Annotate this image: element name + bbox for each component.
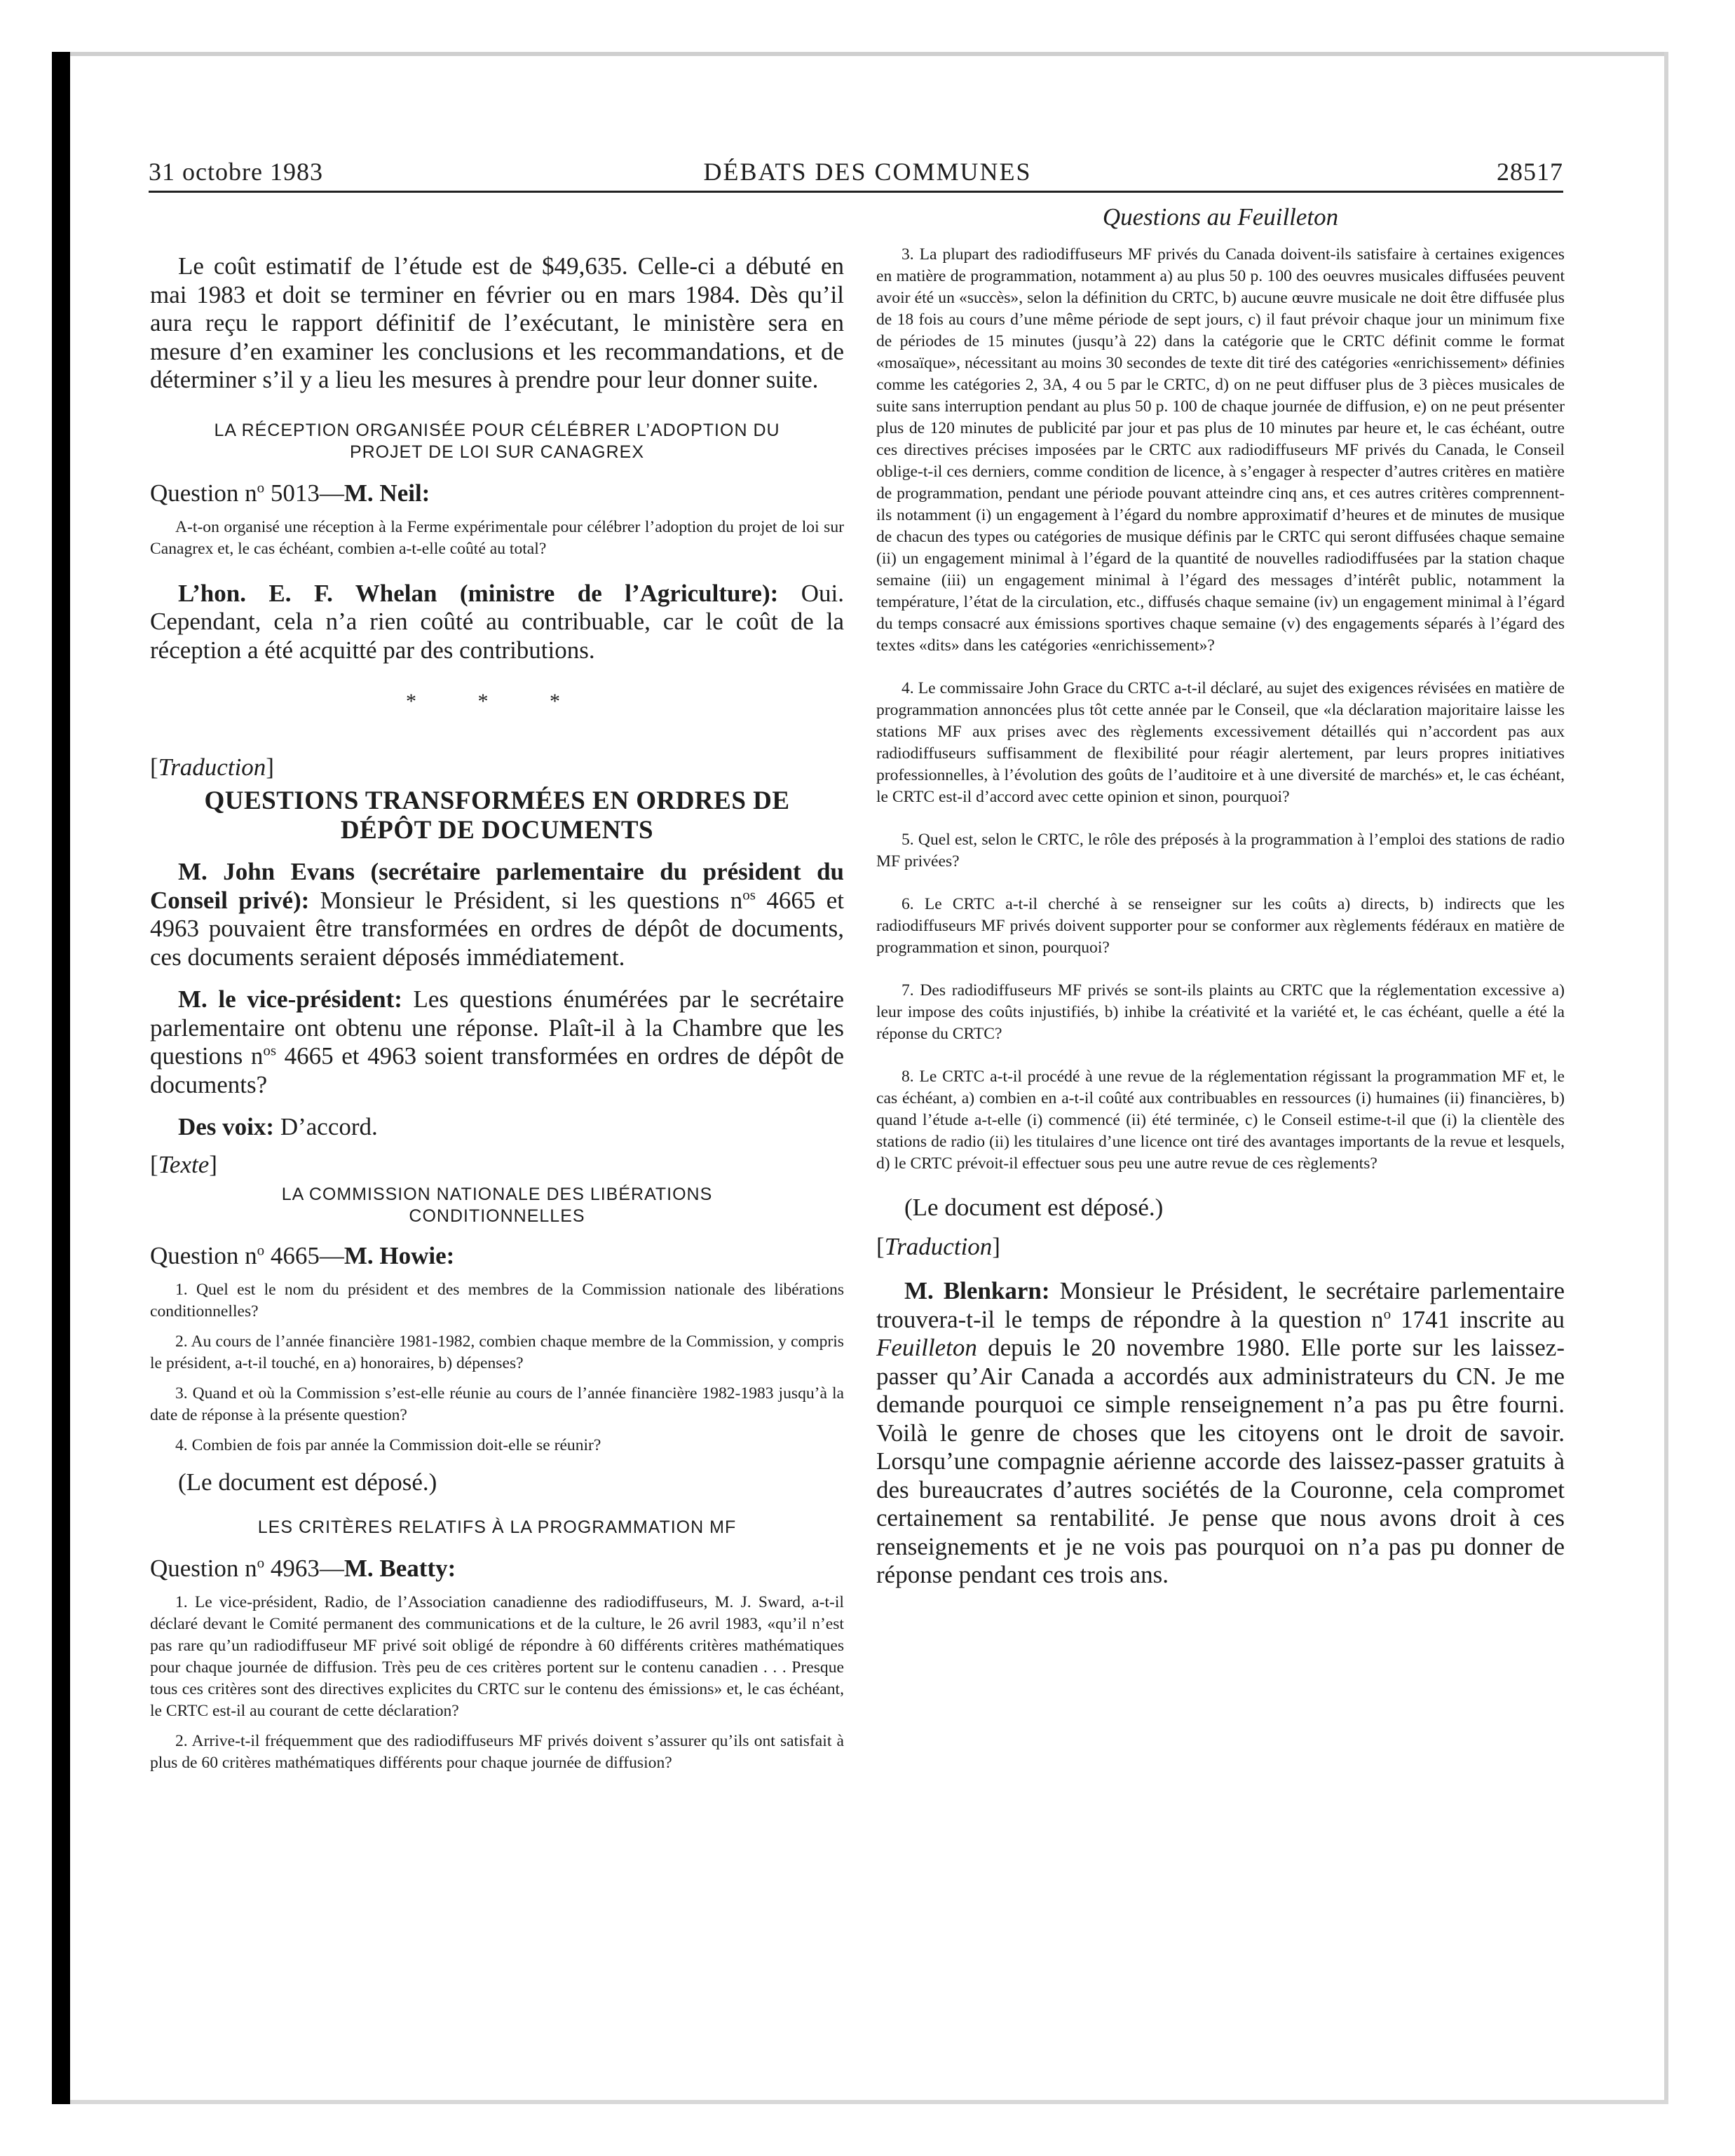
superscript: o	[257, 1241, 265, 1258]
superscript: os	[263, 1042, 277, 1059]
document-deposited: (Le document est déposé.)	[904, 1194, 1164, 1221]
question-author: M. Beatty:	[343, 1554, 456, 1582]
texte-label: Texte	[158, 1150, 210, 1178]
question-item: 1. Quel est le nom du président et des membres de la Commission nationale des libérations conditionnelles?	[150, 1280, 844, 1321]
speaker-evans: M. John Evans (secrétaire parlementaire du président du Conseil privé):	[150, 858, 844, 914]
section-separator: * * *	[406, 690, 588, 713]
answer-whelan-text: Oui. Cependant, cela n’a rien coûté au contribuable, car le coût de la réception a été acquitté par des contributions.	[150, 579, 844, 664]
statement-blenkarn	[876, 1277, 1565, 1590]
left-column	[150, 203, 844, 1774]
heading-ordres-depot	[150, 786, 844, 845]
answer-whelan	[150, 580, 844, 665]
feuilleton-italic: Feuilleton	[876, 1334, 977, 1361]
heading-ordres-depot-line1: QUESTIONS TRANSFORMÉES EN ORDRES DE	[204, 786, 790, 815]
traduction-label: Traduction	[158, 753, 266, 781]
header-rule	[149, 191, 1563, 193]
superscript: os	[742, 885, 756, 903]
question-4665	[150, 1241, 844, 1271]
statement-voices	[150, 1113, 844, 1142]
document-deposited: (Le document est déposé.)	[178, 1468, 437, 1496]
question-item: 2. Au cours de l’année financière 1981-1982, combien chaque membre de la Commission, y compris le président, a-t-il touché, en a) honoraires, b) dépenses?	[150, 1332, 844, 1372]
question-item: 3. Quand et où la Commission s’est-elle réunie au cours de l’année financière 1982-1983 jusqu’à la date de réponse à la présente question?	[150, 1384, 844, 1424]
statement-vp-text-cont: 4665 et 4963 soient transformées en ordres de dépôt de documents?	[150, 1042, 844, 1098]
heading-commission-line1: LA COMMISSION NATIONALE DES LIBÉRATIONS	[281, 1184, 713, 1204]
question-prefix: Question n	[150, 479, 257, 507]
question-item: 3. La plupart des radiodiffuseurs MF privés du Canada doivent-ils satisfaire à certaines exigences en matière de programmation, notamment a) au plus 50 p. 100 des oeuvres musicales diffusées peuvent avoir été un «succès», selon la définition du CRTC, b) aucune œuvre musicale ne doit être diffusée plus de 18 fois au cours d’une même période de sept jours, c) il faut prévoir chaque jour un minimum fixe de périodes de 15 minutes (jusqu’à 22) dans la catégorie que le CRTC définit comme le format «mosaïque», nécessitant au moins 30 secondes de texte dit tiré des catégories «enrichissement» définies comme les catégories 2, 3A, 4 ou 5 par le CRTC, d) on ne peut diffuser plus de 3 pièces musicales de suite sans interruption pendant au plus 50 p. 100 de chaque journée de diffusion, e) on ne peut présenter plus de 120 minutes de publicité par jour et pas plus de 10 minutes par heure et, le cas échéant, outre ces directives précises imposées par le CRTC aux radiodiffuseurs MF privés du Canada, le Conseil oblige-t-il ces derniers, comme condition de licence, à s’engager à respecter d’autres critères en matière de programmation, pendant une période pouvant atteindre cinq ans, et ces autres critères comprennent-ils notamment (i) un engagement à l’égard du nombre approximatif d’heures et de minutes de musique de chacun des types ou catégories de musique définis par le CRTC qui seront diffusées chaque semaine (ii) un engagement minimal à l’égard de la quantité de nouvelles radiodiffusées par la station chaque semaine (iii) un engagement minimal à l’égard des messages d’intérêt public, notamment la température, l’état de la circulation, etc., diffusés chaque semaine (iv) un engagement minimal à l’égard du temps consacré aux émissions sportives chaque semaine (v) des engagements séparés à l’égard des textes «dits» dans les catégories «enrichissement»?	[876, 245, 1565, 655]
heading-canagrex	[150, 420, 844, 463]
superscript: o	[257, 1553, 265, 1571]
question-4963	[150, 1554, 844, 1583]
speaker-vice-president: M. le vice-président:	[178, 985, 402, 1013]
speaker-blenkarn: M. Blenkarn:	[904, 1277, 1050, 1304]
question-item: 4. Le commissaire John Grace du CRTC a-t-il déclaré, au sujet des exigences révisées en matière de programmation annoncées plus tôt cette année par le Conseil, que «la déclaration majoritaire laisse les stations MF aux prises avec des règlements excessivement détaillés qui n’accordent pas aux radiodiffuseurs suffisamment de flexibilité pour réagir alertement, par leurs propres initiatives professionnelles, à l’évolution des goûts de l’auditoire et à une diversité de marchés» et, le cas échéant, le CRTC est-il d’accord avec cette opinion et sinon, pourquoi?	[876, 679, 1565, 806]
question-prefix: Question n	[150, 1241, 257, 1269]
question-number: 4963—	[264, 1554, 344, 1582]
scan-bottom-edge	[70, 2100, 1668, 2104]
statement-voices-text: D’accord.	[274, 1113, 378, 1140]
scan-left-border	[52, 52, 70, 2104]
statement-blenkarn-text-end: depuis le 20 novembre 1980. Elle porte sur les laissez-passer qu’Air Canada a accordés aux administrateurs du CN. Je me demande pourquoi ce simple renseignement n’a pas pu être fourni. Voilà le genre de choses que les citoyens ont le droit de savoir. Lorsqu’une compagnie aérienne accorde des laissez-passer gratuits à des bureaucrates d’autres sociétés de la Couronne, cela compromet certainement sa rentabilité. Je pense que nous avons droit à ces renseignements et je ne vois pas pourquoi on n’a pas pu donner de réponse pendant ces trois ans.	[876, 1334, 1565, 1588]
question-item: 2. Arrive-t-il fréquemment que des radiodiffuseurs MF privés doivent s’assurer qu’ils ont satisfait à plus de 60 critères mathématiques différents pour chaque journée de diffusion?	[150, 1731, 844, 1772]
texte-marker: [Texte]	[150, 1150, 217, 1178]
question-item: 1. Le vice-président, Radio, de l’Association canadienne des radiodiffuseurs, M. J. Sward, a-t-il déclaré devant le Comité permanent des communications et de la culture, le 26 avril 1983, «qu’il n’est pas rare qu’un radiodiffuseur MF privé soit obligé de répondre à 60 différents critères mathématiques pour chaque journée de diffusion. Très peu de ces critères portent sur le contenu canadien . . . Presque tous ces critères sont des directives explicites du CRTC sur le contenu des émissions» et, le cas échéant, le CRTC est-il au courant de cette déclaration?	[150, 1592, 844, 1720]
statement-blenkarn-text-cont: 1741 inscrite au	[1391, 1305, 1565, 1333]
heading-ordres-depot-line2: DÉPÔT DE DOCUMENTS	[340, 816, 654, 845]
question-item: 4. Combien de fois par année la Commission doit-elle se réunir?	[175, 1435, 601, 1454]
right-column	[876, 203, 1565, 1590]
superscript: o	[1383, 1304, 1392, 1322]
question-item: 7. Des radiodiffuseurs MF privés se sont-ils plaints au CRTC que la réglementation excessive a) leur impose des coûts injustifiés, b) inhibe la créativité et la variété et, le cas échéant, quelle a été la réponse du CRTC?	[876, 981, 1565, 1043]
question-5013-text: A-t-on organisé une réception à la Ferme expérimentale pour célébrer l’adoption du projet de loi sur Canagrex et, le cas échéant, combien a-t-elle coûté au total?	[150, 517, 844, 558]
traduction-marker: [Traduction]	[876, 1233, 1000, 1260]
question-item: 5. Quel est, selon le CRTC, le rôle des préposés à la programmation à l’emploi des stations de radio MF privées?	[876, 831, 1565, 871]
statement-vice-president	[150, 985, 844, 1099]
paragraph-study-cost: Le coût estimatif de l’étude est de $49,635. Celle-ci a débuté en mai 1983 et doit se terminer en février ou en mars 1984. Dès qu’il aura reçu le rapport définitif de l’exécutant, le ministère sera en mesure d’en examiner les conclusions et les recommandations, et de déterminer s’il y a lieu les mesures à prendre pour leur donner suite.	[150, 252, 844, 393]
header-date: 31 octobre 1983	[149, 158, 323, 186]
traduction-marker: [Traduction]	[150, 753, 274, 781]
running-head: Questions au Feuilleton	[1102, 203, 1339, 231]
question-number: 5013—	[264, 479, 344, 507]
heading-canagrex-line2: PROJET DE LOI SUR CANAGREX	[349, 442, 645, 462]
speaker-whelan: L’hon. E. F. Whelan (ministre de l’Agriculture):	[178, 579, 779, 607]
header-page-number: 28517	[1497, 158, 1563, 186]
heading-commission-line2: CONDITIONNELLES	[409, 1206, 585, 1226]
superscript: o	[257, 478, 265, 496]
question-item: 6. Le CRTC a-t-il cherché à se renseigner sur les coûts a) directs, b) indirects que les radiodiffuseurs MF privés doivent supporter pour se conformer aux règlements fédéraux en matière de programmation et sinon, pourquoi?	[876, 895, 1565, 957]
header-title: DÉBATS DES COMMUNES	[703, 158, 1032, 186]
speaker-voices: Des voix:	[178, 1113, 275, 1140]
question-item: 8. Le CRTC a-t-il procédé à une revue de la réglementation régissant la programmation MF et, le cas échéant, a) combien en a-t-il coûté aux contribuables en ressources (i) humaines (ii) financières, b) quand l’étude a-t-elle (i) commencé (ii) été terminée, c) le Conseil estime-t-il que (i) la clientèle des stations de radio (ii) les titulaires d’une licence ont tiré des avantages importants de la revue et lesquels, d) le CRTC prévoit-il effectuer sous peu une autre revue de ces règlements?	[876, 1067, 1565, 1173]
statement-blenkarn-text: Monsieur le Président, le secrétaire parlementaire trouvera-t-il le temps de répondre à la question n	[876, 1277, 1565, 1333]
statement-evans-text: Monsieur le Président, si les questions n	[309, 886, 743, 914]
question-number: 4665—	[264, 1241, 344, 1269]
scan-top-edge	[70, 52, 1668, 56]
statement-vp-text: Les questions énumérées par le secrétaire parlementaire ont obtenu une réponse. Plaît-il à la Chambre que les questions n	[150, 985, 844, 1070]
statement-evans-text-cont: 4665 et 4963 pouvaient être transformées en ordres de dépôt de documents, ces documents seraient déposés immédiatement.	[150, 886, 844, 971]
question-5013	[150, 479, 844, 508]
heading-canagrex-line1: LA RÉCEPTION ORGANISÉE POUR CÉLÉBRER L’ADOPTION DU	[214, 420, 780, 440]
question-prefix: Question n	[150, 1554, 257, 1582]
question-author: M. Howie:	[343, 1241, 455, 1269]
traduction-label: Traduction	[884, 1233, 993, 1260]
statement-evans	[150, 858, 844, 971]
heading-commission	[150, 1184, 844, 1227]
scan-right-edge	[1664, 52, 1668, 2104]
question-author: M. Neil:	[343, 479, 430, 507]
heading-criteres-mf: LES CRITÈRES RELATIFS À LA PROGRAMMATION MF	[257, 1517, 737, 1537]
